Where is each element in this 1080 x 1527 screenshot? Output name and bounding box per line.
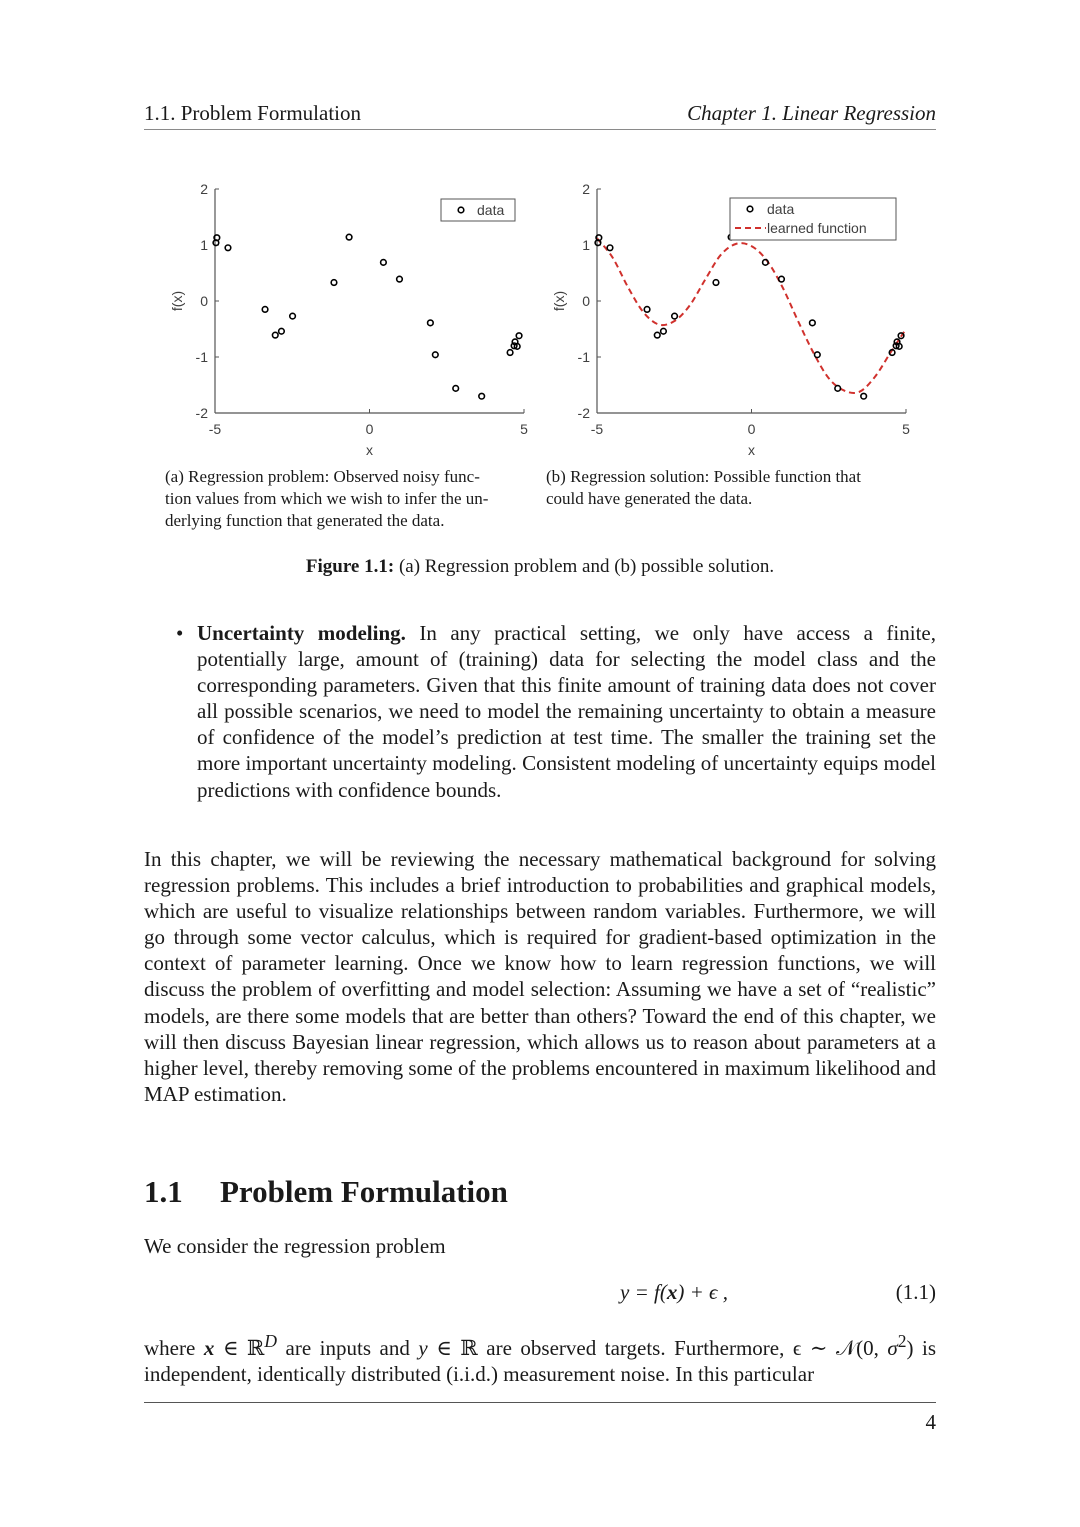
data-point — [225, 245, 231, 251]
data-point — [861, 393, 867, 399]
figure-label: Figure 1.1: — [305, 556, 395, 577]
learned-function-line — [597, 238, 906, 393]
subcaption-b-line: could have generated the data. — [546, 489, 753, 508]
data-point — [453, 386, 459, 392]
text-run: is independent, identically distributed (i.i.d.) measurement noise. In this particular — [144, 1336, 937, 1387]
data-point — [433, 352, 439, 358]
bullet-uncertainty-modeling — [176, 620, 936, 803]
data-point — [644, 307, 650, 313]
figure-b-plot — [540, 170, 920, 465]
y-tick-label: -1 — [195, 349, 208, 365]
data-point — [262, 307, 268, 313]
legend — [730, 198, 896, 240]
data-point — [507, 350, 513, 356]
y-tick-label: 0 — [582, 293, 590, 309]
subcaption-b — [546, 466, 926, 510]
data-point — [346, 234, 352, 240]
figure-caption — [144, 556, 936, 578]
y-tick-label: 2 — [582, 181, 590, 197]
x-tick-label: 5 — [902, 421, 910, 437]
y-tick-label: 1 — [200, 237, 208, 253]
data-point — [272, 332, 278, 338]
equation-body: y = f(x) + ϵ , — [620, 1280, 728, 1304]
data-point — [479, 393, 485, 399]
y-tick-label: 1 — [582, 237, 590, 253]
y-tick-label: 0 — [200, 293, 208, 309]
y-tick-label: -2 — [195, 405, 208, 421]
bullet-text: In any practical setting, we only have access a finite, potentially large, amount of (training) data for selecting the model class and the corresponding parameters. Given that this finite amount of training data does not cover all possible scenarios, we need to model the remaining uncertainty to obtain a measure of confidence of the model’s prediction at test time. The smaller the training set the more important uncertainty modeling. Consistent modeling of uncertainty equips model predictions with confidence bounds. — [197, 621, 936, 802]
subcaption-a-line: tion values from which we wish to infer the un- — [165, 489, 489, 508]
text-run: are observed targets. Furthermore, — [477, 1336, 793, 1360]
x-axis-label: x — [366, 442, 373, 458]
y-axis-label: f(x) — [169, 290, 185, 312]
header-section: 1.1. Problem Formulation — [144, 101, 361, 125]
data-point — [607, 245, 613, 251]
data-point — [779, 276, 785, 282]
data-point — [397, 276, 403, 282]
x-tick-label: -5 — [208, 421, 222, 437]
header-chapter: Chapter 1. Linear Regression — [687, 101, 936, 125]
intro-text: We consider the regression problem — [144, 1234, 446, 1258]
data-point — [331, 280, 337, 286]
data-point — [815, 352, 821, 358]
chapter-overview-paragraph: In this chapter, we will be reviewing the necessary mathematical background for solving regression problems. This includes a brief introduction to probabilities and graphical models, which are useful to visualize relationships between random variables. Furthermore, we will go through some vector calculus, which is required for gradient-based optimization in the context of parameter learning. Once we know how to learn regression functions, we will discuss the problem of overfitting and model selection: Assuming we have a set of “realistic” models, are there some models that are better than others? Toward the end of this chapter, we will then discuss Bayesian linear regression, which allows us to reason about parameters at a higher level, thereby removing some of the problems encountered in maximum likelihood and MAP estimation. — [144, 847, 936, 1106]
data-point — [516, 333, 522, 339]
section-number: 1.1 — [144, 1174, 183, 1209]
data-point — [290, 313, 296, 319]
y-tick-label: -2 — [577, 405, 590, 421]
subcaption-a-line: derlying function that generated the data. — [165, 511, 445, 530]
page-number: 4 — [925, 1410, 936, 1434]
axes — [169, 181, 528, 458]
bullet-text-block — [197, 620, 936, 803]
data-point — [713, 280, 719, 286]
y-tick-label: 2 — [200, 181, 208, 197]
x-tick-label: 5 — [520, 421, 528, 437]
y-tick-label: -1 — [577, 349, 590, 365]
text-run: are inputs and — [277, 1336, 419, 1360]
data-point — [835, 386, 841, 392]
subcaption-b-line: (b) Regression solution: Possible function that — [546, 467, 861, 486]
bullet-lead: Uncertainty modeling. — [197, 621, 406, 645]
scatter-chart-a — [160, 170, 540, 460]
figure-a-plot — [160, 170, 540, 465]
subcaption-a-line: (a) Regression problem: Observed noisy func- — [165, 467, 480, 486]
subcaption-a — [165, 466, 545, 532]
x-tick-label: 0 — [747, 421, 756, 437]
bullet-icon: • — [176, 621, 184, 645]
legend — [441, 199, 515, 221]
footer-rule — [144, 1402, 936, 1403]
x-tick-label: 0 — [365, 421, 374, 437]
data-point — [428, 320, 434, 326]
line-chart-b — [540, 170, 920, 460]
x-tick-label: -5 — [590, 421, 604, 437]
legend-label: data — [477, 202, 505, 218]
text-run: where — [144, 1336, 204, 1360]
data-point — [654, 332, 660, 338]
data-point — [661, 328, 667, 334]
definition-paragraph: where x ∈ ℝ$^D$ are inputs and y ∈ ℝ are observed targets. Furthermore, ϵ ∼ 𝒩(0, $\sigma^2$) is independent, identically distributed (i.i.d.) measurement noise. In this particular — [144, 1331, 937, 1387]
figure-caption-text: (a) Regression problem and (b) possible solution. — [394, 556, 775, 577]
section-heading — [144, 1174, 508, 1210]
data-point — [279, 328, 285, 334]
legend-label: data — [767, 201, 795, 217]
data-point — [672, 313, 678, 319]
data-point — [810, 320, 816, 326]
y-axis-label: f(x) — [551, 290, 567, 312]
running-header — [144, 99, 936, 130]
x-axis-label: x — [748, 442, 755, 458]
legend-label: learned function — [767, 220, 867, 236]
data-point — [381, 260, 387, 266]
equation-number: (1.1) — [895, 1280, 936, 1304]
section-title: Problem Formulation — [220, 1174, 508, 1209]
